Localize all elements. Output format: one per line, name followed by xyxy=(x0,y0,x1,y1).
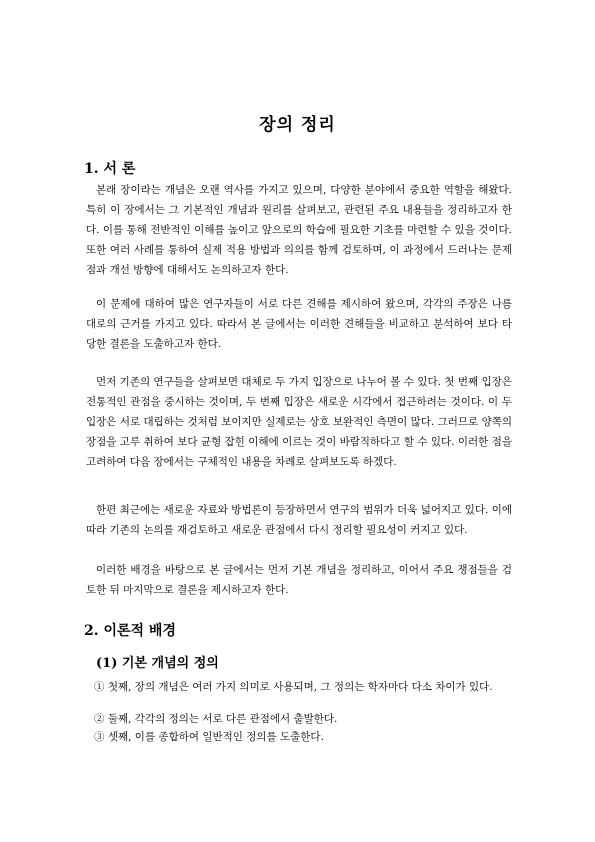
list-item: ① 첫째, 장의 개념은 여러 가지 의미로 사용되며, 그 정의는 학자마다 다소 차이가 있다. xyxy=(94,681,493,693)
paragraph-2: 이 문제에 대하여 많은 연구자들이 서로 다른 견해를 제시하여 왔으며, 각각의 주장은 나름대로의 근거를 가지고 있다. 따라서 본 글에서는 이러한 견해들을 비교하고 분석하여 보다 타당한 결론을 도출하고자 한다. xyxy=(86,298,512,350)
section-heading-theory: 2. 이론적 배경 xyxy=(84,623,176,639)
paragraph-4: 한편 최근에는 새로운 자료와 방법론이 등장하면서 연구의 범위가 더욱 넓어지고 있다. 이에 따라 기존의 논의를 재검토하고 새로운 관점에서 다시 정리할 필요성이 커지고 있다. xyxy=(86,504,512,536)
section-heading-introduction: 1. 서 론 xyxy=(84,161,136,177)
paragraph-1: 본래 장이라는 개념은 오랜 역사를 가지고 있으며, 다양한 분야에서 중요한 역할을 해왔다. 특히 이 장에서는 그 기본적인 개념과 원리를 살펴보고, 관련된 주요 내용들을 정리하고자 한다. 이를 통해 전반적인 이해를 높이고 앞으로의 학습에 필요한 기초를 마련할 수 있을 것이다. 또한 여러 사례를 통하여 실제 적용 방법과 의의를 함께 검토하며, 이 과정에서 드러나는 문제점과 개선 방향에 대해서도 논의하고자 한다. xyxy=(86,184,512,276)
list-item: ② 둘째, 각각의 정의는 서로 다른 관점에서 출발한다. xyxy=(94,713,338,725)
list-item: ③ 셋째, 이를 종합하여 일반적인 정의를 도출한다. xyxy=(94,731,324,743)
paragraph-5: 이러한 배경을 바탕으로 본 글에서는 먼저 기본 개념을 정리하고, 이어서 주요 쟁점들을 검토한 뒤 마지막으로 결론을 제시하고자 한다. xyxy=(86,564,512,596)
document-title: 장의 정리 xyxy=(259,115,336,135)
subsection-heading: (1) 기본 개념의 정의 xyxy=(96,656,219,671)
paragraph-3: 먼저 기존의 연구들을 살펴보면 대체로 두 가지 입장으로 나누어 볼 수 있다. 첫 번째 입장은 전통적인 관점을 중시하는 것이며, 두 번째 입장은 새로운 시각에서 접근하려는 것이다. 이 두 입장은 서로 대립하는 것처럼 보이지만 실제로는 상호 보완적인 측면이 많다. 그러므로 양쪽의 장점을 고루 취하여 보다 균형 잡힌 이해에 이르는 것이 바람직하다고 할 수 있다. 이러한 점을 고려하여 다음 장에서는 구체적인 내용을 차례로 살펴보도록 하겠다. xyxy=(86,376,512,468)
